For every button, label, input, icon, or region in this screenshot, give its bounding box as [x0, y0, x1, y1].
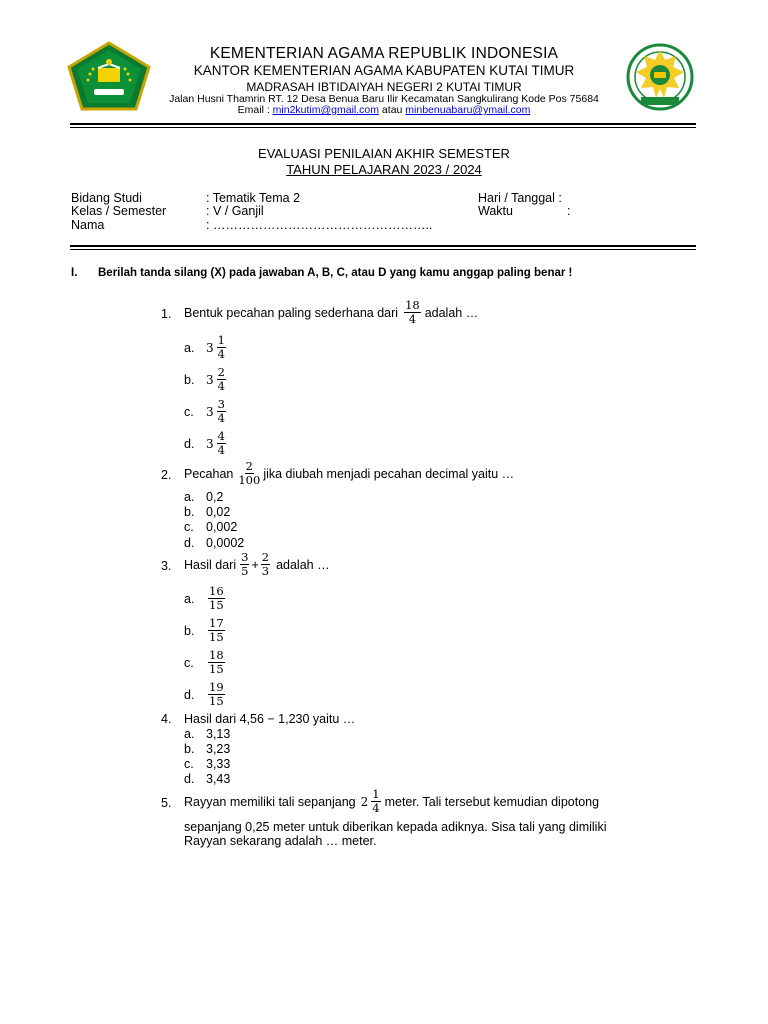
fraction [371, 788, 380, 815]
denominator: 4 [217, 347, 225, 361]
exam-year [0, 162, 768, 177]
fraction [208, 681, 225, 708]
class-label: Kelas / Semester [71, 204, 167, 218]
option-text: 3,23 [206, 742, 231, 756]
numerator: 2 [217, 365, 225, 379]
section-number: I. [71, 267, 78, 279]
fraction [217, 398, 226, 425]
whole-number: 3 [206, 340, 214, 355]
denominator: 4 [217, 411, 225, 425]
question-number: 5. [161, 796, 172, 810]
class-value: : V / Ganjil [206, 204, 264, 218]
option-label: d. [184, 436, 195, 451]
denominator: 5 [241, 564, 249, 578]
question-text [184, 460, 514, 487]
question-3 [161, 551, 681, 581]
denominator: 15 [209, 598, 224, 612]
numerator: 2 [245, 459, 253, 473]
option-4b[interactable] [184, 742, 230, 756]
whole-number: 3 [206, 372, 214, 387]
option-2a[interactable] [184, 490, 223, 504]
option-3d[interactable] [184, 681, 227, 708]
fraction [240, 551, 249, 578]
whole-number: 3 [206, 404, 214, 419]
question-text-before: Hasil dari [184, 557, 237, 572]
ministry-name: KEMENTERIAN AGAMA REPUBLIK INDONESIA [209, 45, 559, 62]
option-text: 0,2 [206, 490, 224, 504]
option-1d[interactable] [184, 430, 228, 457]
day-label: Hari / Tanggal : [478, 191, 562, 205]
numerator: 3 [217, 397, 225, 411]
email-link-1[interactable]: min2kutim@gmail.com [272, 104, 380, 116]
option-text: 0,002 [206, 520, 238, 534]
option-label: c. [184, 757, 194, 771]
fraction [404, 299, 421, 326]
denominator: 4 [408, 312, 417, 326]
option-1b[interactable] [184, 366, 228, 393]
numerator: 18 [405, 298, 420, 312]
option-label: c. [184, 655, 194, 670]
header-divider [70, 123, 696, 125]
question-5-line-3: Rayyan sekarang adalah … meter. [184, 834, 377, 848]
option-label: a. [184, 490, 195, 504]
name-label: Nama [71, 218, 105, 232]
option-text: 3,33 [206, 757, 231, 771]
option-label: b. [184, 623, 195, 638]
numerator: 17 [209, 616, 224, 630]
fraction [237, 460, 261, 487]
option-text: 0,02 [206, 505, 231, 519]
numerator: 1 [372, 787, 380, 801]
option-label: b. [184, 505, 195, 519]
exam-year-text: TAHUN PELAJARAN 2023 / 2024 [286, 162, 482, 177]
numerator: 18 [209, 648, 224, 662]
question-5 [161, 788, 681, 818]
question-number: 3. [161, 559, 172, 573]
instruction-text: Berilah tanda silang (X) pada jawaban A, B, C, atau D yang kamu anggap paling benar ! [98, 267, 573, 279]
question-text-after: adalah … [276, 557, 330, 572]
option-3b[interactable] [184, 617, 227, 644]
option-4c[interactable] [184, 757, 230, 771]
option-2b[interactable] [184, 505, 230, 519]
denominator: 4 [372, 801, 380, 815]
exam-title: EVALUASI PENILAIAN AKHIR SEMESTER [258, 146, 510, 161]
option-text: 3,43 [206, 772, 231, 786]
email-separator: atau [379, 104, 406, 116]
plus-sign: + [251, 557, 259, 572]
subject-value: : Tematik Tema 2 [206, 191, 301, 205]
numerator: 2 [261, 550, 270, 564]
question-4 [161, 712, 681, 728]
question-text-after: adalah … [424, 305, 479, 320]
numerator: 19 [209, 680, 224, 694]
numerator: 3 [241, 550, 249, 564]
email-label: Email : [237, 104, 273, 116]
question-1 [161, 299, 681, 329]
denominator: 100 [238, 473, 261, 487]
fraction [217, 334, 226, 361]
info-divider [70, 245, 696, 247]
question-text [184, 299, 478, 326]
denominator: 4 [217, 443, 225, 457]
option-4d[interactable] [184, 772, 230, 786]
info-divider-thin [70, 249, 696, 250]
question-5-line-2: sepanjang 0,25 meter untuk diberikan kepada adiknya. Sisa tali yang dimiliki [184, 820, 607, 834]
option-label: a. [184, 591, 195, 606]
option-4a[interactable] [184, 727, 230, 741]
question-text-after: meter. Tali tersebut kemudian dipotong [384, 794, 600, 809]
question-number: 4. [161, 712, 172, 726]
question-number: 1. [161, 307, 172, 321]
office-name: KANTOR KEMENTERIAN AGAMA KABUPATEN KUTAI TIMUR [193, 63, 575, 78]
option-3a[interactable] [184, 585, 227, 612]
option-label: b. [184, 372, 195, 387]
time-colon: : [567, 204, 571, 218]
name-field[interactable]: : …………………………………………….. [206, 218, 433, 232]
fraction [217, 366, 226, 393]
question-text-before: Pecahan [184, 466, 234, 481]
option-label: c. [184, 404, 194, 419]
time-label: Waktu [478, 204, 513, 218]
option-label: d. [184, 687, 195, 702]
numerator: 16 [209, 584, 224, 598]
option-label: a. [184, 727, 195, 741]
denominator: 15 [209, 630, 224, 644]
fraction [208, 649, 225, 676]
numerator: 4 [217, 429, 225, 443]
question-text-after: jika diubah menjadi pecahan decimal yaitu … [263, 466, 515, 481]
option-1c[interactable] [184, 398, 228, 425]
fraction [261, 551, 270, 578]
denominator: 3 [261, 564, 270, 578]
whole-number: 3 [206, 436, 214, 451]
school-name: MADRASAH IBTIDAIYAH NEGERI 2 KUTAI TIMUR [246, 80, 522, 94]
header-divider-thin [70, 127, 696, 128]
question-text [184, 788, 599, 815]
option-text: 3,13 [206, 727, 231, 741]
fraction [208, 617, 225, 644]
question-text [184, 551, 330, 578]
question-number: 2. [161, 468, 172, 482]
subject-label: Bidang Studi [71, 191, 142, 205]
option-text: 0,0002 [206, 536, 245, 550]
option-2d[interactable] [184, 536, 244, 550]
question-text: Hasil dari 4,56 − 1,230 yaitu … [184, 712, 356, 726]
fraction [217, 430, 226, 457]
school-address: Jalan Husni Thamrin RT. 12 Desa Benua Baru Ilir Kecamatan Sangkulirang Kode Pos 75684 [169, 93, 599, 105]
denominator: 15 [209, 662, 224, 676]
option-3c[interactable] [184, 649, 227, 676]
option-1a[interactable] [184, 334, 228, 361]
option-label: a. [184, 340, 195, 355]
denominator: 15 [209, 694, 224, 708]
option-label: b. [184, 742, 195, 756]
section-instruction [71, 267, 572, 279]
question-2 [161, 460, 681, 490]
email-line [0, 104, 768, 116]
question-text-before: Rayyan memiliki tali sepanjang [184, 794, 356, 809]
question-text-before: Bentuk pecahan paling sederhana dari [184, 305, 399, 320]
numerator: 1 [217, 333, 225, 347]
option-2c[interactable] [184, 520, 237, 534]
option-label: d. [184, 536, 195, 550]
fraction [208, 585, 225, 612]
option-label: c. [184, 520, 194, 534]
whole-number: 2 [360, 794, 369, 809]
denominator: 4 [217, 379, 225, 393]
email-link-2[interactable]: minbenuabaru@ymail.com [405, 104, 531, 116]
option-label: d. [184, 772, 195, 786]
